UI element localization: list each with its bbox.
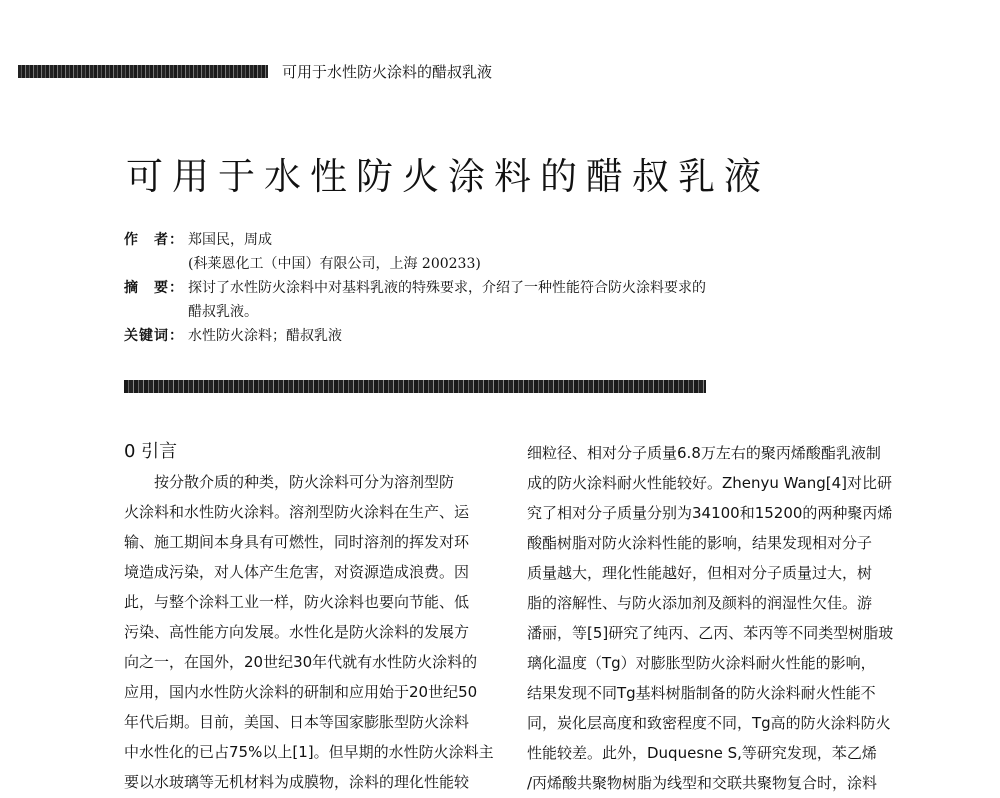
text-line: 质量越大，理化性能越好，但相对分子质量过大，树: [527, 564, 873, 582]
abstract-row: [124, 276, 706, 300]
text-line: 向之一，在国外，20世纪30年代就有水性防火涂料的: [124, 653, 478, 671]
body-column-left: [124, 437, 509, 797]
article-meta: [124, 228, 706, 348]
text-line: 年代后期。目前，美国、日本等国家膨胀型防火涂料: [124, 713, 470, 731]
section-heading: 0 引言: [124, 441, 178, 462]
authors: 郑国民，周成: [188, 232, 272, 248]
running-header: [18, 60, 492, 82]
text-line: 要以水玻璃等无机材料为成膜物，涂料的理化性能较: [124, 773, 470, 791]
text-line: 结果发现不同Tg基料树脂制备的防火涂料耐火性能不: [527, 684, 876, 702]
text-line: 璃化温度（Tg）对膨胀型防火涂料耐火性能的影响，: [527, 654, 876, 672]
keywords: 水性防火涂料；醋叔乳液: [188, 328, 342, 344]
text-line: 究了相对分子质量分别为34100和15200的两种聚丙烯: [527, 504, 893, 522]
affiliation: (科莱恩化工（中国）有限公司，上海 200233): [188, 256, 481, 272]
keywords-label: 关键词：: [124, 328, 184, 344]
text-line: 性能较差。此外，Duquesne S,等研究发现，苯乙烯: [527, 744, 877, 762]
paragraph: [527, 438, 899, 798]
abstract-line: 探讨了水性防火涂料中对基料乳液的特殊要求，介绍了一种性能符合防火涂料要求的: [188, 280, 706, 296]
text-line: 中水性化的已占75%以上[1]。但早期的水性防火涂料主: [124, 743, 494, 761]
text-line: 细粒径、相对分子质量6.8万左右的聚丙烯酸酯乳液制: [527, 444, 881, 462]
authors-row: [124, 228, 706, 252]
article-title: 可用于水性防火涂料的醋叔乳液: [126, 155, 770, 198]
text-line: 境造成污染，对人体产生危害，对资源造成浪费。因: [124, 563, 470, 581]
text-line: 污染、高性能方向发展。水性化是防火涂料的发展方: [124, 623, 470, 641]
text-line: 酸酯树脂对防火涂料性能的影响，结果发现相对分子: [527, 534, 873, 552]
header-decoration-bar: [18, 65, 268, 78]
text-line: 此，与整个涂料工业一样，防火涂料也要向节能、低: [124, 593, 470, 611]
text-line: 输、施工期间本身具有可燃性，同时溶剂的挥发对环: [124, 533, 470, 551]
text-line: 按分散介质的种类，防火涂料可分为溶剂型防: [154, 473, 455, 491]
section-divider-bar: [124, 380, 706, 393]
body-column-right: [527, 438, 899, 798]
text-line: 成的防火涂料耐火性能较好。Zhenyu Wang[4]对比研: [527, 474, 893, 492]
abstract-line: 醋叔乳液。: [188, 304, 258, 320]
text-line: /丙烯酸共聚物树脂为线型和交联共聚物复合时，涂料: [527, 774, 878, 792]
text-line: 脂的溶解性、与防火添加剂及颜料的润湿性欠佳。游: [527, 594, 873, 612]
text-line: 火涂料和水性防火涂料。溶剂型防火涂料在生产、运: [124, 503, 470, 521]
text-line: 同，炭化层高度和致密程度不同，Tg高的防火涂料防火: [527, 714, 891, 732]
paragraph: [124, 467, 509, 797]
keywords-row: [124, 324, 706, 348]
authors-label: 作 者：: [124, 232, 184, 248]
running-title: 可用于水性防火涂料的醋叔乳液: [282, 62, 493, 81]
text-line: 潘丽，等[5]研究了纯丙、乙丙、苯丙等不同类型树脂玻: [527, 624, 894, 642]
abstract-label: 摘 要：: [124, 280, 184, 296]
text-line: 应用，国内水性防火涂料的研制和应用始于20世纪50: [124, 683, 478, 701]
